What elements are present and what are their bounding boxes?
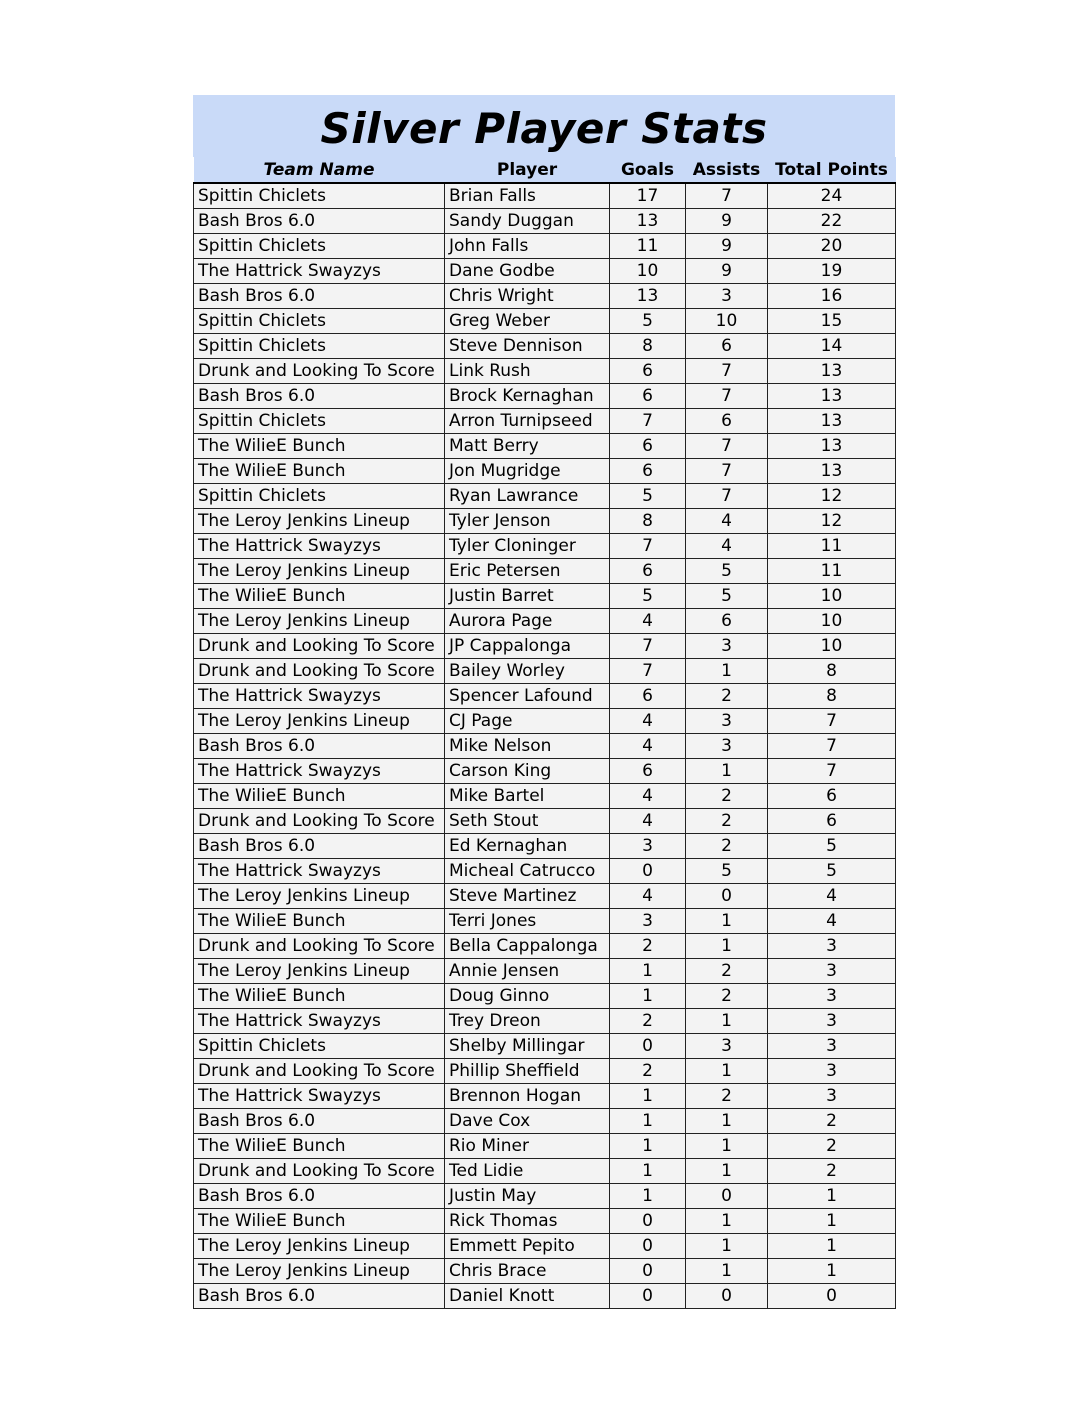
total-points-cell: 7	[768, 734, 896, 759]
assists-cell: 7	[686, 484, 768, 509]
assists-cell: 7	[686, 434, 768, 459]
assists-cell: 9	[686, 209, 768, 234]
table-row	[194, 1059, 896, 1084]
assists-cell: 5	[686, 584, 768, 609]
team-name-cell: The Hattrick Swayzys	[194, 859, 445, 884]
table-row	[194, 884, 896, 909]
team-name-cell: Spittin Chiclets	[194, 334, 445, 359]
goals-cell: 13	[610, 209, 686, 234]
player-cell: JP Cappalonga	[445, 634, 610, 659]
table-row	[194, 859, 896, 884]
team-name-cell: Bash Bros 6.0	[194, 284, 445, 309]
total-points-cell: 1	[768, 1209, 896, 1234]
goals-cell: 6	[610, 459, 686, 484]
stats-sheet	[193, 95, 895, 1309]
assists-cell: 1	[686, 1134, 768, 1159]
player-cell: CJ Page	[445, 709, 610, 734]
goals-cell: 6	[610, 384, 686, 409]
goals-cell: 2	[610, 1009, 686, 1034]
goals-cell: 0	[610, 1034, 686, 1059]
player-cell: Sandy Duggan	[445, 209, 610, 234]
team-name-cell: The Leroy Jenkins Lineup	[194, 509, 445, 534]
player-cell: Eric Petersen	[445, 559, 610, 584]
table-row	[194, 1084, 896, 1109]
table-row	[194, 659, 896, 684]
table-row	[194, 259, 896, 284]
total-points-cell: 3	[768, 959, 896, 984]
table-body	[194, 183, 896, 1309]
player-cell: Tyler Jenson	[445, 509, 610, 534]
total-points-cell: 12	[768, 484, 896, 509]
total-points-cell: 1	[768, 1234, 896, 1259]
team-name-cell: The WilieE Bunch	[194, 434, 445, 459]
table-row	[194, 834, 896, 859]
table-row	[194, 334, 896, 359]
assists-cell: 9	[686, 259, 768, 284]
assists-cell: 2	[686, 1084, 768, 1109]
player-cell: Link Rush	[445, 359, 610, 384]
assists-cell: 1	[686, 909, 768, 934]
assists-cell: 1	[686, 1209, 768, 1234]
assists-cell: 1	[686, 759, 768, 784]
assists-cell: 0	[686, 884, 768, 909]
goals-cell: 7	[610, 634, 686, 659]
total-points-cell: 2	[768, 1109, 896, 1134]
goals-cell: 17	[610, 183, 686, 209]
total-points-cell: 7	[768, 759, 896, 784]
team-name-cell: Drunk and Looking To Score	[194, 659, 445, 684]
total-points-cell: 3	[768, 1059, 896, 1084]
team-name-cell: Bash Bros 6.0	[194, 834, 445, 859]
table-row	[194, 434, 896, 459]
goals-cell: 7	[610, 659, 686, 684]
team-name-cell: The WilieE Bunch	[194, 984, 445, 1009]
table-row	[194, 1109, 896, 1134]
total-points-cell: 13	[768, 359, 896, 384]
goals-cell: 11	[610, 234, 686, 259]
total-points-cell: 19	[768, 259, 896, 284]
team-name-cell: The Leroy Jenkins Lineup	[194, 559, 445, 584]
goals-cell: 4	[610, 734, 686, 759]
player-cell: Chris Wright	[445, 284, 610, 309]
title-band	[193, 95, 895, 157]
table-row	[194, 183, 896, 209]
team-name-cell: Bash Bros 6.0	[194, 384, 445, 409]
player-cell: Dave Cox	[445, 1109, 610, 1134]
player-cell: Brennon Hogan	[445, 1084, 610, 1109]
goals-cell: 6	[610, 359, 686, 384]
player-cell: Carson King	[445, 759, 610, 784]
table-row	[194, 1009, 896, 1034]
player-cell: John Falls	[445, 234, 610, 259]
player-cell: Chris Brace	[445, 1259, 610, 1284]
assists-cell: 1	[686, 1009, 768, 1034]
goals-cell: 4	[610, 609, 686, 634]
team-name-cell: The Leroy Jenkins Lineup	[194, 1259, 445, 1284]
header-goals: Goals	[610, 157, 686, 183]
table-row	[194, 559, 896, 584]
table-row	[194, 309, 896, 334]
header-total-points: Total Points	[768, 157, 896, 183]
table-row	[194, 1184, 896, 1209]
assists-cell: 1	[686, 659, 768, 684]
table-row	[194, 959, 896, 984]
total-points-cell: 7	[768, 709, 896, 734]
player-stats-table	[193, 157, 896, 1309]
team-name-cell: The Hattrick Swayzys	[194, 759, 445, 784]
table-row	[194, 1159, 896, 1184]
team-name-cell: Drunk and Looking To Score	[194, 809, 445, 834]
team-name-cell: Spittin Chiclets	[194, 1034, 445, 1059]
goals-cell: 1	[610, 1159, 686, 1184]
assists-cell: 0	[686, 1284, 768, 1309]
goals-cell: 1	[610, 1109, 686, 1134]
player-cell: Matt Berry	[445, 434, 610, 459]
total-points-cell: 2	[768, 1134, 896, 1159]
goals-cell: 6	[610, 759, 686, 784]
assists-cell: 7	[686, 459, 768, 484]
total-points-cell: 14	[768, 334, 896, 359]
assists-cell: 1	[686, 1259, 768, 1284]
player-cell: Brock Kernaghan	[445, 384, 610, 409]
total-points-cell: 1	[768, 1184, 896, 1209]
assists-cell: 5	[686, 559, 768, 584]
goals-cell: 1	[610, 959, 686, 984]
team-name-cell: Bash Bros 6.0	[194, 734, 445, 759]
team-name-cell: Spittin Chiclets	[194, 484, 445, 509]
goals-cell: 0	[610, 1234, 686, 1259]
assists-cell: 2	[686, 834, 768, 859]
goals-cell: 7	[610, 534, 686, 559]
goals-cell: 0	[610, 1259, 686, 1284]
assists-cell: 3	[686, 634, 768, 659]
assists-cell: 3	[686, 709, 768, 734]
assists-cell: 7	[686, 183, 768, 209]
header-row	[194, 157, 896, 183]
table-row	[194, 984, 896, 1009]
team-name-cell: The Hattrick Swayzys	[194, 1084, 445, 1109]
table-row	[194, 584, 896, 609]
player-cell: Micheal Catrucco	[445, 859, 610, 884]
assists-cell: 2	[686, 984, 768, 1009]
table-row	[194, 459, 896, 484]
goals-cell: 3	[610, 909, 686, 934]
assists-cell: 4	[686, 509, 768, 534]
assists-cell: 1	[686, 1159, 768, 1184]
table-row	[194, 759, 896, 784]
team-name-cell: The WilieE Bunch	[194, 784, 445, 809]
player-cell: Spencer Lafound	[445, 684, 610, 709]
total-points-cell: 11	[768, 559, 896, 584]
total-points-cell: 24	[768, 183, 896, 209]
total-points-cell: 15	[768, 309, 896, 334]
total-points-cell: 4	[768, 884, 896, 909]
table-row	[194, 1234, 896, 1259]
assists-cell: 2	[686, 784, 768, 809]
header-assists: Assists	[686, 157, 768, 183]
team-name-cell: The Leroy Jenkins Lineup	[194, 609, 445, 634]
goals-cell: 0	[610, 859, 686, 884]
player-cell: Dane Godbe	[445, 259, 610, 284]
team-name-cell: Drunk and Looking To Score	[194, 359, 445, 384]
total-points-cell: 13	[768, 409, 896, 434]
table-row	[194, 909, 896, 934]
table-row	[194, 409, 896, 434]
goals-cell: 2	[610, 1059, 686, 1084]
goals-cell: 5	[610, 309, 686, 334]
team-name-cell: Drunk and Looking To Score	[194, 1159, 445, 1184]
total-points-cell: 10	[768, 584, 896, 609]
assists-cell: 6	[686, 334, 768, 359]
total-points-cell: 4	[768, 909, 896, 934]
table-row	[194, 509, 896, 534]
player-cell: Terri Jones	[445, 909, 610, 934]
player-cell: Aurora Page	[445, 609, 610, 634]
team-name-cell: The WilieE Bunch	[194, 584, 445, 609]
assists-cell: 1	[686, 1109, 768, 1134]
table-row	[194, 284, 896, 309]
player-cell: Doug Ginno	[445, 984, 610, 1009]
team-name-cell: Bash Bros 6.0	[194, 1284, 445, 1309]
goals-cell: 0	[610, 1209, 686, 1234]
assists-cell: 2	[686, 809, 768, 834]
team-name-cell: Spittin Chiclets	[194, 234, 445, 259]
table-row	[194, 709, 896, 734]
assists-cell: 1	[686, 1234, 768, 1259]
table-row	[194, 634, 896, 659]
total-points-cell: 13	[768, 384, 896, 409]
goals-cell: 6	[610, 559, 686, 584]
goals-cell: 6	[610, 684, 686, 709]
player-cell: Shelby Millingar	[445, 1034, 610, 1059]
total-points-cell: 1	[768, 1259, 896, 1284]
team-name-cell: The WilieE Bunch	[194, 909, 445, 934]
total-points-cell: 3	[768, 1084, 896, 1109]
total-points-cell: 0	[768, 1284, 896, 1309]
assists-cell: 1	[686, 1059, 768, 1084]
team-name-cell: Drunk and Looking To Score	[194, 634, 445, 659]
goals-cell: 4	[610, 809, 686, 834]
assists-cell: 7	[686, 384, 768, 409]
table-row	[194, 1034, 896, 1059]
table-row	[194, 209, 896, 234]
team-name-cell: Bash Bros 6.0	[194, 209, 445, 234]
table-row	[194, 234, 896, 259]
player-cell: Brian Falls	[445, 183, 610, 209]
player-cell: Seth Stout	[445, 809, 610, 834]
player-cell: Steve Dennison	[445, 334, 610, 359]
team-name-cell: Spittin Chiclets	[194, 309, 445, 334]
team-name-cell: The WilieE Bunch	[194, 1134, 445, 1159]
team-name-cell: The Hattrick Swayzys	[194, 259, 445, 284]
goals-cell: 4	[610, 709, 686, 734]
player-cell: Justin May	[445, 1184, 610, 1209]
table-row	[194, 384, 896, 409]
table-row	[194, 809, 896, 834]
header-player: Player	[445, 157, 610, 183]
team-name-cell: The Leroy Jenkins Lineup	[194, 709, 445, 734]
player-cell: Jon Mugridge	[445, 459, 610, 484]
team-name-cell: The Leroy Jenkins Lineup	[194, 884, 445, 909]
total-points-cell: 8	[768, 659, 896, 684]
total-points-cell: 3	[768, 1034, 896, 1059]
team-name-cell: Drunk and Looking To Score	[194, 934, 445, 959]
total-points-cell: 5	[768, 834, 896, 859]
goals-cell: 10	[610, 259, 686, 284]
team-name-cell: The Leroy Jenkins Lineup	[194, 959, 445, 984]
goals-cell: 0	[610, 1284, 686, 1309]
team-name-cell: Spittin Chiclets	[194, 409, 445, 434]
player-cell: Rio Miner	[445, 1134, 610, 1159]
goals-cell: 1	[610, 1134, 686, 1159]
player-cell: Mike Nelson	[445, 734, 610, 759]
total-points-cell: 10	[768, 609, 896, 634]
table-row	[194, 684, 896, 709]
table-row	[194, 359, 896, 384]
goals-cell: 5	[610, 484, 686, 509]
player-cell: Greg Weber	[445, 309, 610, 334]
assists-cell: 10	[686, 309, 768, 334]
goals-cell: 7	[610, 409, 686, 434]
goals-cell: 3	[610, 834, 686, 859]
total-points-cell: 6	[768, 784, 896, 809]
goals-cell: 1	[610, 1084, 686, 1109]
total-points-cell: 20	[768, 234, 896, 259]
assists-cell: 6	[686, 609, 768, 634]
assists-cell: 3	[686, 1034, 768, 1059]
team-name-cell: Bash Bros 6.0	[194, 1109, 445, 1134]
assists-cell: 3	[686, 284, 768, 309]
table-row	[194, 784, 896, 809]
player-cell: Ted Lidie	[445, 1159, 610, 1184]
table-row	[194, 484, 896, 509]
goals-cell: 13	[610, 284, 686, 309]
player-cell: Ed Kernaghan	[445, 834, 610, 859]
player-cell: Bella Cappalonga	[445, 934, 610, 959]
table-row	[194, 1284, 896, 1309]
header-team-name: Team Name	[194, 157, 445, 183]
player-cell: Justin Barret	[445, 584, 610, 609]
assists-cell: 3	[686, 734, 768, 759]
player-cell: Annie Jensen	[445, 959, 610, 984]
goals-cell: 2	[610, 934, 686, 959]
assists-cell: 2	[686, 684, 768, 709]
player-cell: Tyler Cloninger	[445, 534, 610, 559]
page-title: Silver Player Stats	[320, 104, 768, 153]
table-row	[194, 534, 896, 559]
total-points-cell: 11	[768, 534, 896, 559]
goals-cell: 1	[610, 984, 686, 1009]
table-row	[194, 1259, 896, 1284]
total-points-cell: 13	[768, 459, 896, 484]
assists-cell: 1	[686, 934, 768, 959]
total-points-cell: 22	[768, 209, 896, 234]
player-cell: Steve Martinez	[445, 884, 610, 909]
player-cell: Daniel Knott	[445, 1284, 610, 1309]
player-cell: Rick Thomas	[445, 1209, 610, 1234]
table-row	[194, 609, 896, 634]
team-name-cell: The WilieE Bunch	[194, 459, 445, 484]
table-header	[194, 157, 896, 183]
total-points-cell: 6	[768, 809, 896, 834]
team-name-cell: Bash Bros 6.0	[194, 1184, 445, 1209]
goals-cell: 6	[610, 434, 686, 459]
player-cell: Phillip Sheffield	[445, 1059, 610, 1084]
player-cell: Arron Turnipseed	[445, 409, 610, 434]
team-name-cell: The Hattrick Swayzys	[194, 534, 445, 559]
assists-cell: 9	[686, 234, 768, 259]
total-points-cell: 13	[768, 434, 896, 459]
table-row	[194, 1209, 896, 1234]
total-points-cell: 10	[768, 634, 896, 659]
assists-cell: 4	[686, 534, 768, 559]
player-cell: Ryan Lawrance	[445, 484, 610, 509]
goals-cell: 5	[610, 584, 686, 609]
assists-cell: 7	[686, 359, 768, 384]
total-points-cell: 3	[768, 1009, 896, 1034]
team-name-cell: The Hattrick Swayzys	[194, 684, 445, 709]
assists-cell: 0	[686, 1184, 768, 1209]
assists-cell: 2	[686, 959, 768, 984]
total-points-cell: 3	[768, 934, 896, 959]
total-points-cell: 5	[768, 859, 896, 884]
total-points-cell: 2	[768, 1159, 896, 1184]
player-cell: Bailey Worley	[445, 659, 610, 684]
team-name-cell: Spittin Chiclets	[194, 183, 445, 209]
player-cell: Emmett Pepito	[445, 1234, 610, 1259]
table-row	[194, 1134, 896, 1159]
goals-cell: 8	[610, 509, 686, 534]
team-name-cell: Drunk and Looking To Score	[194, 1059, 445, 1084]
total-points-cell: 12	[768, 509, 896, 534]
table-row	[194, 734, 896, 759]
goals-cell: 1	[610, 1184, 686, 1209]
assists-cell: 6	[686, 409, 768, 434]
team-name-cell: The WilieE Bunch	[194, 1209, 445, 1234]
goals-cell: 4	[610, 884, 686, 909]
team-name-cell: The Leroy Jenkins Lineup	[194, 1234, 445, 1259]
player-cell: Trey Dreon	[445, 1009, 610, 1034]
goals-cell: 4	[610, 784, 686, 809]
assists-cell: 5	[686, 859, 768, 884]
total-points-cell: 8	[768, 684, 896, 709]
total-points-cell: 16	[768, 284, 896, 309]
goals-cell: 8	[610, 334, 686, 359]
player-cell: Mike Bartel	[445, 784, 610, 809]
total-points-cell: 3	[768, 984, 896, 1009]
team-name-cell: The Hattrick Swayzys	[194, 1009, 445, 1034]
table-row	[194, 934, 896, 959]
